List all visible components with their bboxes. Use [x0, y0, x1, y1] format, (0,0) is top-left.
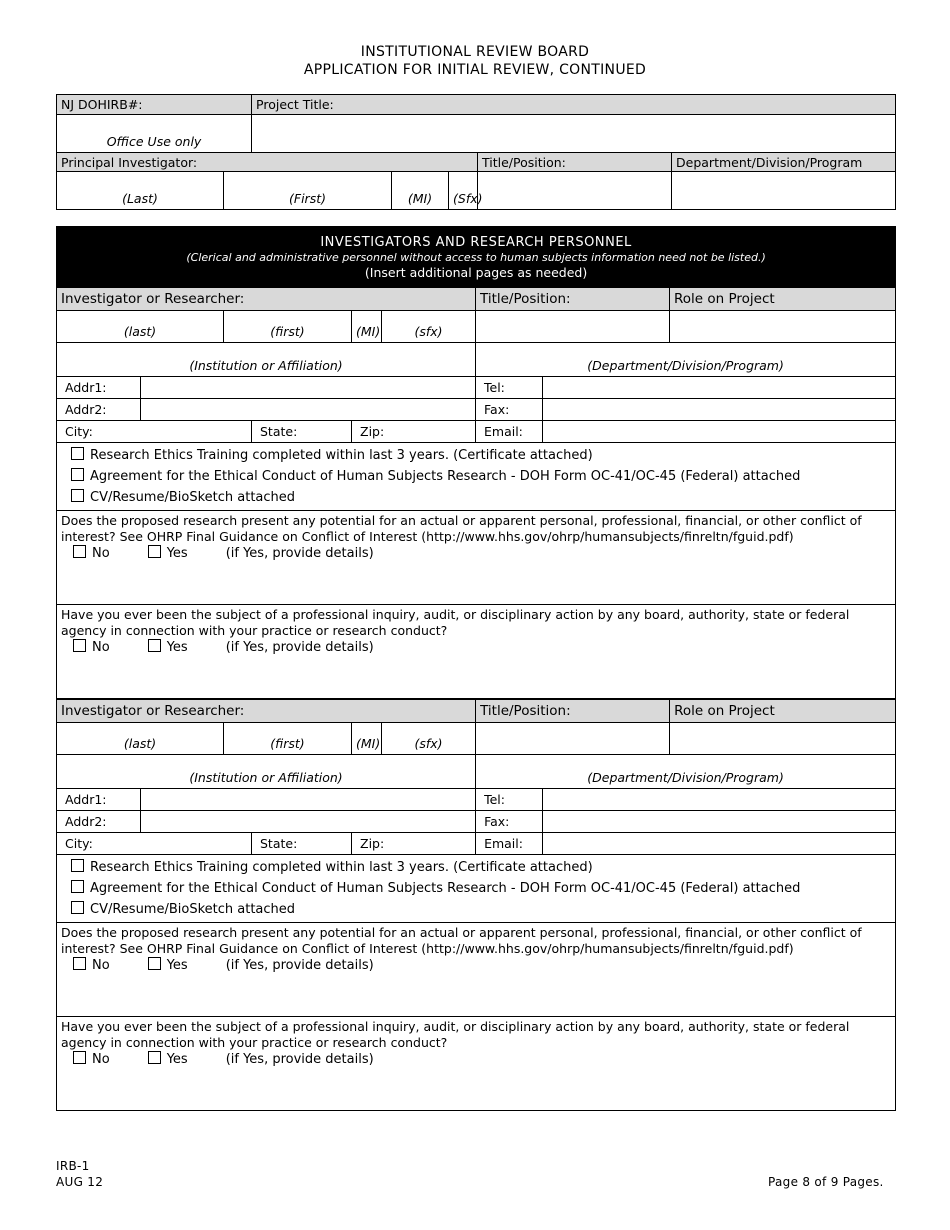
details-label: (if Yes, provide details) — [225, 958, 374, 973]
cv-label: CV/Resume/BioSketch attached — [90, 902, 296, 917]
no-checkbox[interactable] — [73, 545, 86, 558]
yes-no-row — [61, 545, 891, 562]
checkbox-icon[interactable] — [71, 880, 84, 893]
details-label: (if Yes, provide details) — [225, 1052, 374, 1067]
title-position-label: Title/Position: — [476, 288, 670, 311]
project-title-label: Project Title: — [252, 95, 896, 115]
disciplinary-question: Have you ever been the subject of a professional inquiry, audit, or disciplinary action by any board, authority, state or federal agency in connection with your practice or research conduct? — [61, 1019, 850, 1050]
investigators-table-2 — [56, 699, 896, 1111]
addr2-field[interactable] — [141, 399, 476, 421]
section-insert-note: (Insert additional pages as needed) — [364, 264, 588, 280]
checkbox-row[interactable] — [57, 857, 895, 878]
investigator-label: Investigator or Researcher: — [57, 700, 476, 723]
cv-label: CV/Resume/BioSketch attached — [90, 490, 296, 505]
role-label: Role on Project — [670, 700, 896, 723]
first-name-field[interactable]: (first) — [224, 311, 352, 343]
conflict-question: Does the proposed research present any potential for an actual or apparent personal, professional, financial, or other conflict of interest? See OHRP Final Guidance on Conflict of Interest (http://www.hhs.gov/ohrp/humansubjects/finreltn/fguid.pdf) — [61, 513, 862, 544]
pi-sfx-field[interactable]: (Sfx) — [449, 172, 478, 210]
email-field[interactable] — [543, 833, 896, 855]
zip-field[interactable]: Zip: — [352, 421, 476, 443]
fax-label: Fax: — [476, 399, 543, 421]
agreement-label: Agreement for the Ethical Conduct of Human Subjects Research - DOH Form OC-41/OC-45 (Federal) attached — [90, 469, 801, 484]
no-label: No — [92, 958, 110, 973]
tel-label: Tel: — [476, 377, 543, 399]
last-name-field[interactable]: (last) — [57, 311, 224, 343]
principal-investigator-label: Principal Investigator: — [57, 153, 478, 172]
attachments-block — [57, 855, 896, 923]
addr1-label: Addr1: — [57, 377, 141, 399]
ethics-training-label: Research Ethics Training completed within last 3 years. (Certificate attached) — [90, 448, 593, 463]
city-field[interactable]: City: — [57, 833, 252, 855]
pi-title-field[interactable] — [478, 172, 672, 210]
checkbox-row[interactable] — [57, 878, 895, 899]
yes-label: Yes — [166, 958, 188, 973]
no-checkbox[interactable] — [73, 957, 86, 970]
yes-checkbox[interactable] — [148, 1051, 161, 1064]
email-field[interactable] — [543, 421, 896, 443]
last-name-field[interactable]: (last) — [57, 723, 224, 755]
yes-no-row — [61, 957, 891, 974]
yes-checkbox[interactable] — [148, 639, 161, 652]
pi-first-field[interactable]: (First) — [224, 172, 392, 210]
state-field[interactable]: State: — [252, 833, 352, 855]
checkbox-icon[interactable] — [71, 901, 84, 914]
addr2-field[interactable] — [141, 811, 476, 833]
role-label: Role on Project — [670, 288, 896, 311]
form-date: AUG 12 — [56, 1175, 104, 1189]
yes-label: Yes — [166, 640, 188, 655]
zip-field[interactable]: Zip: — [352, 833, 476, 855]
mi-field[interactable]: (MI) — [352, 723, 382, 755]
checkbox-icon[interactable] — [71, 447, 84, 460]
section-note: (Clerical and administrative personnel without access to human subjects information need not be listed.) — [186, 250, 766, 264]
no-label: No — [92, 640, 110, 655]
checkbox-icon[interactable] — [71, 468, 84, 481]
fax-label: Fax: — [476, 811, 543, 833]
section-header — [57, 227, 896, 288]
form-subtitle: APPLICATION FOR INITIAL REVIEW, CONTINUED — [303, 62, 647, 78]
department-field[interactable]: (Department/Division/Program) — [476, 343, 896, 377]
yes-no-row — [61, 639, 891, 656]
checkbox-row[interactable] — [57, 445, 895, 466]
nj-dohirb-label: NJ DOHIRB#: — [57, 95, 252, 115]
pi-last-field[interactable]: (Last) — [57, 172, 224, 210]
checkbox-icon[interactable] — [71, 859, 84, 872]
page-number: Page 8 of 9 Pages. — [768, 1175, 884, 1189]
details-label: (if Yes, provide details) — [225, 640, 374, 655]
pi-mi-field[interactable]: (MI) — [392, 172, 449, 210]
first-name-field[interactable]: (first) — [224, 723, 352, 755]
pi-department-field[interactable] — [672, 172, 896, 210]
details-label: (if Yes, provide details) — [225, 546, 374, 561]
form-title: INSTITUTIONAL REVIEW BOARD — [360, 44, 590, 60]
checkbox-row[interactable] — [57, 466, 895, 487]
role-field[interactable] — [670, 311, 896, 343]
checkbox-icon[interactable] — [71, 489, 84, 502]
sfx-field[interactable]: (sfx) — [382, 311, 476, 343]
addr1-field[interactable] — [141, 377, 476, 399]
investigator-label: Investigator or Researcher: — [57, 288, 476, 311]
mi-field[interactable]: (MI) — [352, 311, 382, 343]
sfx-field[interactable]: (sfx) — [382, 723, 476, 755]
no-label: No — [92, 1052, 110, 1067]
title-field[interactable] — [476, 723, 670, 755]
yes-label: Yes — [166, 1052, 188, 1067]
department-field[interactable]: (Department/Division/Program) — [476, 755, 896, 789]
conflict-question-block — [57, 511, 896, 605]
no-label: No — [92, 546, 110, 561]
yes-no-row — [61, 1051, 891, 1068]
yes-label: Yes — [166, 546, 188, 561]
title-position-label: Title/Position: — [476, 700, 670, 723]
project-title-field[interactable] — [252, 115, 896, 153]
addr1-field[interactable] — [141, 789, 476, 811]
tel-field[interactable] — [543, 377, 896, 399]
title-field[interactable] — [476, 311, 670, 343]
tel-label: Tel: — [476, 789, 543, 811]
disciplinary-question-block — [57, 1017, 896, 1111]
disciplinary-question-block — [57, 605, 896, 699]
tel-field[interactable] — [543, 789, 896, 811]
state-field[interactable]: State: — [252, 421, 352, 443]
fax-field[interactable] — [543, 811, 896, 833]
title-position-label: Title/Position: — [478, 153, 672, 172]
city-field[interactable]: City: — [57, 421, 252, 443]
attachments-block — [57, 443, 896, 511]
conflict-question-block — [57, 923, 896, 1017]
agreement-label: Agreement for the Ethical Conduct of Human Subjects Research - DOH Form OC-41/OC-45 (Federal) attached — [90, 881, 801, 896]
office-use-only[interactable]: Office Use only — [57, 115, 252, 153]
ethics-training-label: Research Ethics Training completed within last 3 years. (Certificate attached) — [90, 860, 593, 875]
addr1-label: Addr1: — [57, 789, 141, 811]
email-label: Email: — [476, 421, 543, 443]
project-info-table — [56, 94, 896, 210]
investigators-table-1 — [56, 226, 896, 699]
conflict-question: Does the proposed research present any potential for an actual or apparent personal, professional, financial, or other conflict of interest? See OHRP Final Guidance on Conflict of Interest (http://www.hhs.gov/ohrp/humansubjects/finreltn/fguid.pdf) — [61, 925, 862, 956]
disciplinary-question: Have you ever been the subject of a professional inquiry, audit, or disciplinary action by any board, authority, state or federal agency in connection with your practice or research conduct? — [61, 607, 850, 638]
no-checkbox[interactable] — [73, 639, 86, 652]
institution-field[interactable]: (Institution or Affiliation) — [57, 755, 476, 789]
institution-field[interactable]: (Institution or Affiliation) — [57, 343, 476, 377]
section-title: INVESTIGATORS AND RESEARCH PERSONNEL — [320, 234, 632, 250]
email-label: Email: — [476, 833, 543, 855]
fax-field[interactable] — [543, 399, 896, 421]
form-id: IRB-1 — [56, 1159, 90, 1173]
yes-checkbox[interactable] — [148, 957, 161, 970]
no-checkbox[interactable] — [73, 1051, 86, 1064]
yes-checkbox[interactable] — [148, 545, 161, 558]
department-label: Department/Division/Program — [672, 153, 896, 172]
addr2-label: Addr2: — [57, 399, 141, 421]
role-field[interactable] — [670, 723, 896, 755]
addr2-label: Addr2: — [57, 811, 141, 833]
checkbox-row[interactable] — [57, 487, 895, 508]
checkbox-row[interactable] — [57, 899, 895, 920]
